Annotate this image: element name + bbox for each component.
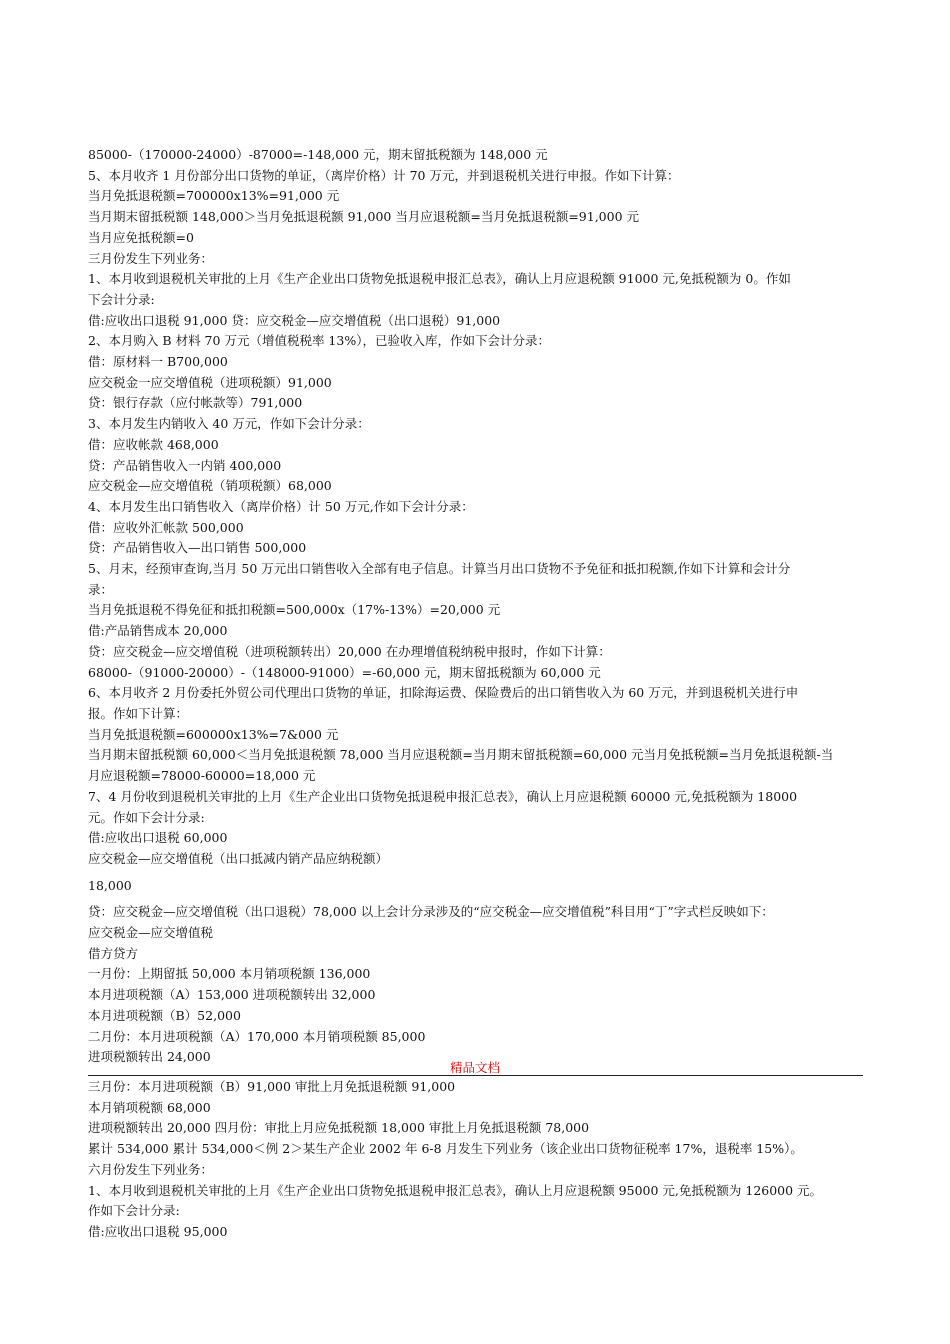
text-line: 应交税金—应交增值税 <box>88 925 214 941</box>
text-line: 贷：应交税金—应交增值税（进项税额转出）20,000 在办理增值税纳税申报时，作如下计算： <box>88 643 611 659</box>
text-line: 六月份发生下列业务： <box>88 1161 214 1177</box>
text-line: 三月份发生下列业务： <box>88 250 214 266</box>
text-line: 借:产品销售成本 20,000 <box>88 623 228 639</box>
text-line: 6、本月收齐 2 月份委托外贸公司代理出口货物的单证，扣除海运费、保险费后的出口销售收入为 60 万元，并到退税机关进行申 <box>88 685 799 701</box>
text-line: 3、本月发生内销收入 40 万元，作如下会计分录： <box>88 416 370 432</box>
text-line: 元。作如下会计分录: <box>88 809 205 825</box>
text-line: 本月销项税额 68,000 <box>88 1099 211 1115</box>
text-line: 本月进项税额（B）52,000 <box>88 1007 241 1023</box>
text-line: 贷：产品销售收入—出口销售 500,000 <box>88 540 307 556</box>
text-line: 借：应收外汇帐款 500,000 <box>88 519 244 535</box>
text-line: 当月期末留抵税额 60,000＜当月免抵退税额 78,000 当月应退税额=当月期末留抵税额=60,000 元当月免抵税额=当月免抵退税额-当 <box>88 747 834 763</box>
text-line: 18,000 <box>88 877 132 893</box>
text-line: 当月期末留抵税额 148,000＞当月免抵退税额 91,000 当月应退税额=当月免抵退税额=91,000 元 <box>88 209 640 225</box>
text-line: 录： <box>88 581 114 597</box>
text-line: 作如下会计分录: <box>88 1203 180 1219</box>
text-line: 下会计分录: <box>88 291 155 307</box>
text-line: 借:应收出口退税 91,000 贷：应交税金—应交增值税（出口退税）91,000 <box>88 312 501 328</box>
text-line: 4、本月发生出口销售收入（离岸价格）计 50 万元,作如下会计分录： <box>88 498 474 514</box>
text-line: 贷：银行存款（应付帐款等）791,000 <box>88 395 303 411</box>
text-line: 借方贷方 <box>88 945 139 961</box>
text-line: 1、本月收到退税机关审批的上月《生产企业出口货物免抵退税申报汇总表》，确认上月应退税额 95000 元,免抵税额为 126000 元。 <box>88 1182 823 1198</box>
text-line: 应交税金—应交增值税（出口抵减内销产品应纳税额） <box>88 850 389 866</box>
text-line: 二月份：本月进项税额（A）170,000 本月销项税额 85,000 <box>88 1028 426 1044</box>
text-line: 当月免抵退税额=700000x13%=91,000 元 <box>88 188 340 204</box>
text-line: 5、月末，经预审查询,当月 50 万元出口销售收入全部有电子信息。计算当月出口货物不予免征和抵扣税额,作如下计算和会计分 <box>88 561 791 577</box>
text-line: 本月进项税额（A）153,000 进项税额转出 32,000 <box>88 987 376 1003</box>
text-line: 2、本月购入 B 材料 70 万元（增值税税率 13%），已验收入库，作如下会计分录： <box>88 333 550 349</box>
text-line: 三月份：本月进项税额（B）91,000 审批上月免抵退税额 91,000 <box>88 1079 456 1094</box>
footer-label: 精品文档 <box>449 1060 500 1075</box>
text-line: 68000-（91000-20000）-（148000-91000）=-60,000 元，期末留抵税额为 60,000 元 <box>88 664 601 680</box>
text-line: 报。作如下计算： <box>88 705 189 721</box>
text-line: 进项税额转出 20,000 四月份：审批上月应免抵税额 18,000 审批上月免抵退税额 78,000 <box>88 1120 590 1136</box>
document-body-top <box>88 145 868 1068</box>
text-line: 一月份：上期留抵 50,000 本月销项税额 136,000 <box>88 966 371 982</box>
text-line: 1、本月收到退税机关审批的上月《生产企业出口货物免抵退税申报汇总表》，确认上月应退税额 91000 元,免抵税额为 0。作如 <box>88 271 791 287</box>
text-line: 当月应免抵税额=0 <box>88 229 194 245</box>
text-line: 5、本月收齐 1 月份部分出口货物的单证，（离岸价格）计 70 万元，并到退税机关进行申报。作如下计算： <box>88 167 680 183</box>
text-line: 当月免抵退税不得免征和抵扣税额=500,000x（17%-13%）=20,000 元 <box>88 602 501 618</box>
footer-divider <box>88 1075 863 1076</box>
text-line: 85000-（170000-24000）-87000=-148,000 元，期末留抵税额为 148,000 元 <box>88 147 548 162</box>
text-line: 应交税金—应交增值税（销项税额）68,000 <box>88 478 332 494</box>
text-line: 借:应收出口退税 60,000 <box>88 830 228 846</box>
text-line: 月应退税额=78000-60000=18,000 元 <box>88 768 316 784</box>
text-line: 贷：产品销售收入一内销 400,000 <box>88 457 282 473</box>
text-line: 应交税金一应交增值税（进项税额）91,000 <box>88 374 332 390</box>
document-body-bottom <box>88 1077 868 1243</box>
text-line: 7、4 月份收到退税机关审批的上月《生产企业出口货物免抵退税申报汇总表》，确认上月应退税额 60000 元,免抵税额为 18000 <box>88 788 798 804</box>
text-line: 进项税额转出 24,000 <box>88 1049 211 1065</box>
text-line: 借：原材料一 B700,000 <box>88 354 228 370</box>
text-line: 累计 534,000 累计 534,000＜例 2＞某生产企业 2002 年 6-8 月发生下列业务（该企业出口货物征税率 17%，退税率 15%）。 <box>88 1141 803 1157</box>
text-line: 借:应收出口退税 95,000 <box>88 1223 228 1239</box>
text-line: 贷：应交税金—应交增值税（出口退税）78,000 以上会计分录涉及的“应交税金—应交增值税”科目用“丁”字式栏反映如下： <box>88 904 774 920</box>
text-line: 借：应收帐款 468,000 <box>88 436 219 452</box>
text-line: 当月免抵退税额=600000x13%=7&000 元 <box>88 726 339 742</box>
